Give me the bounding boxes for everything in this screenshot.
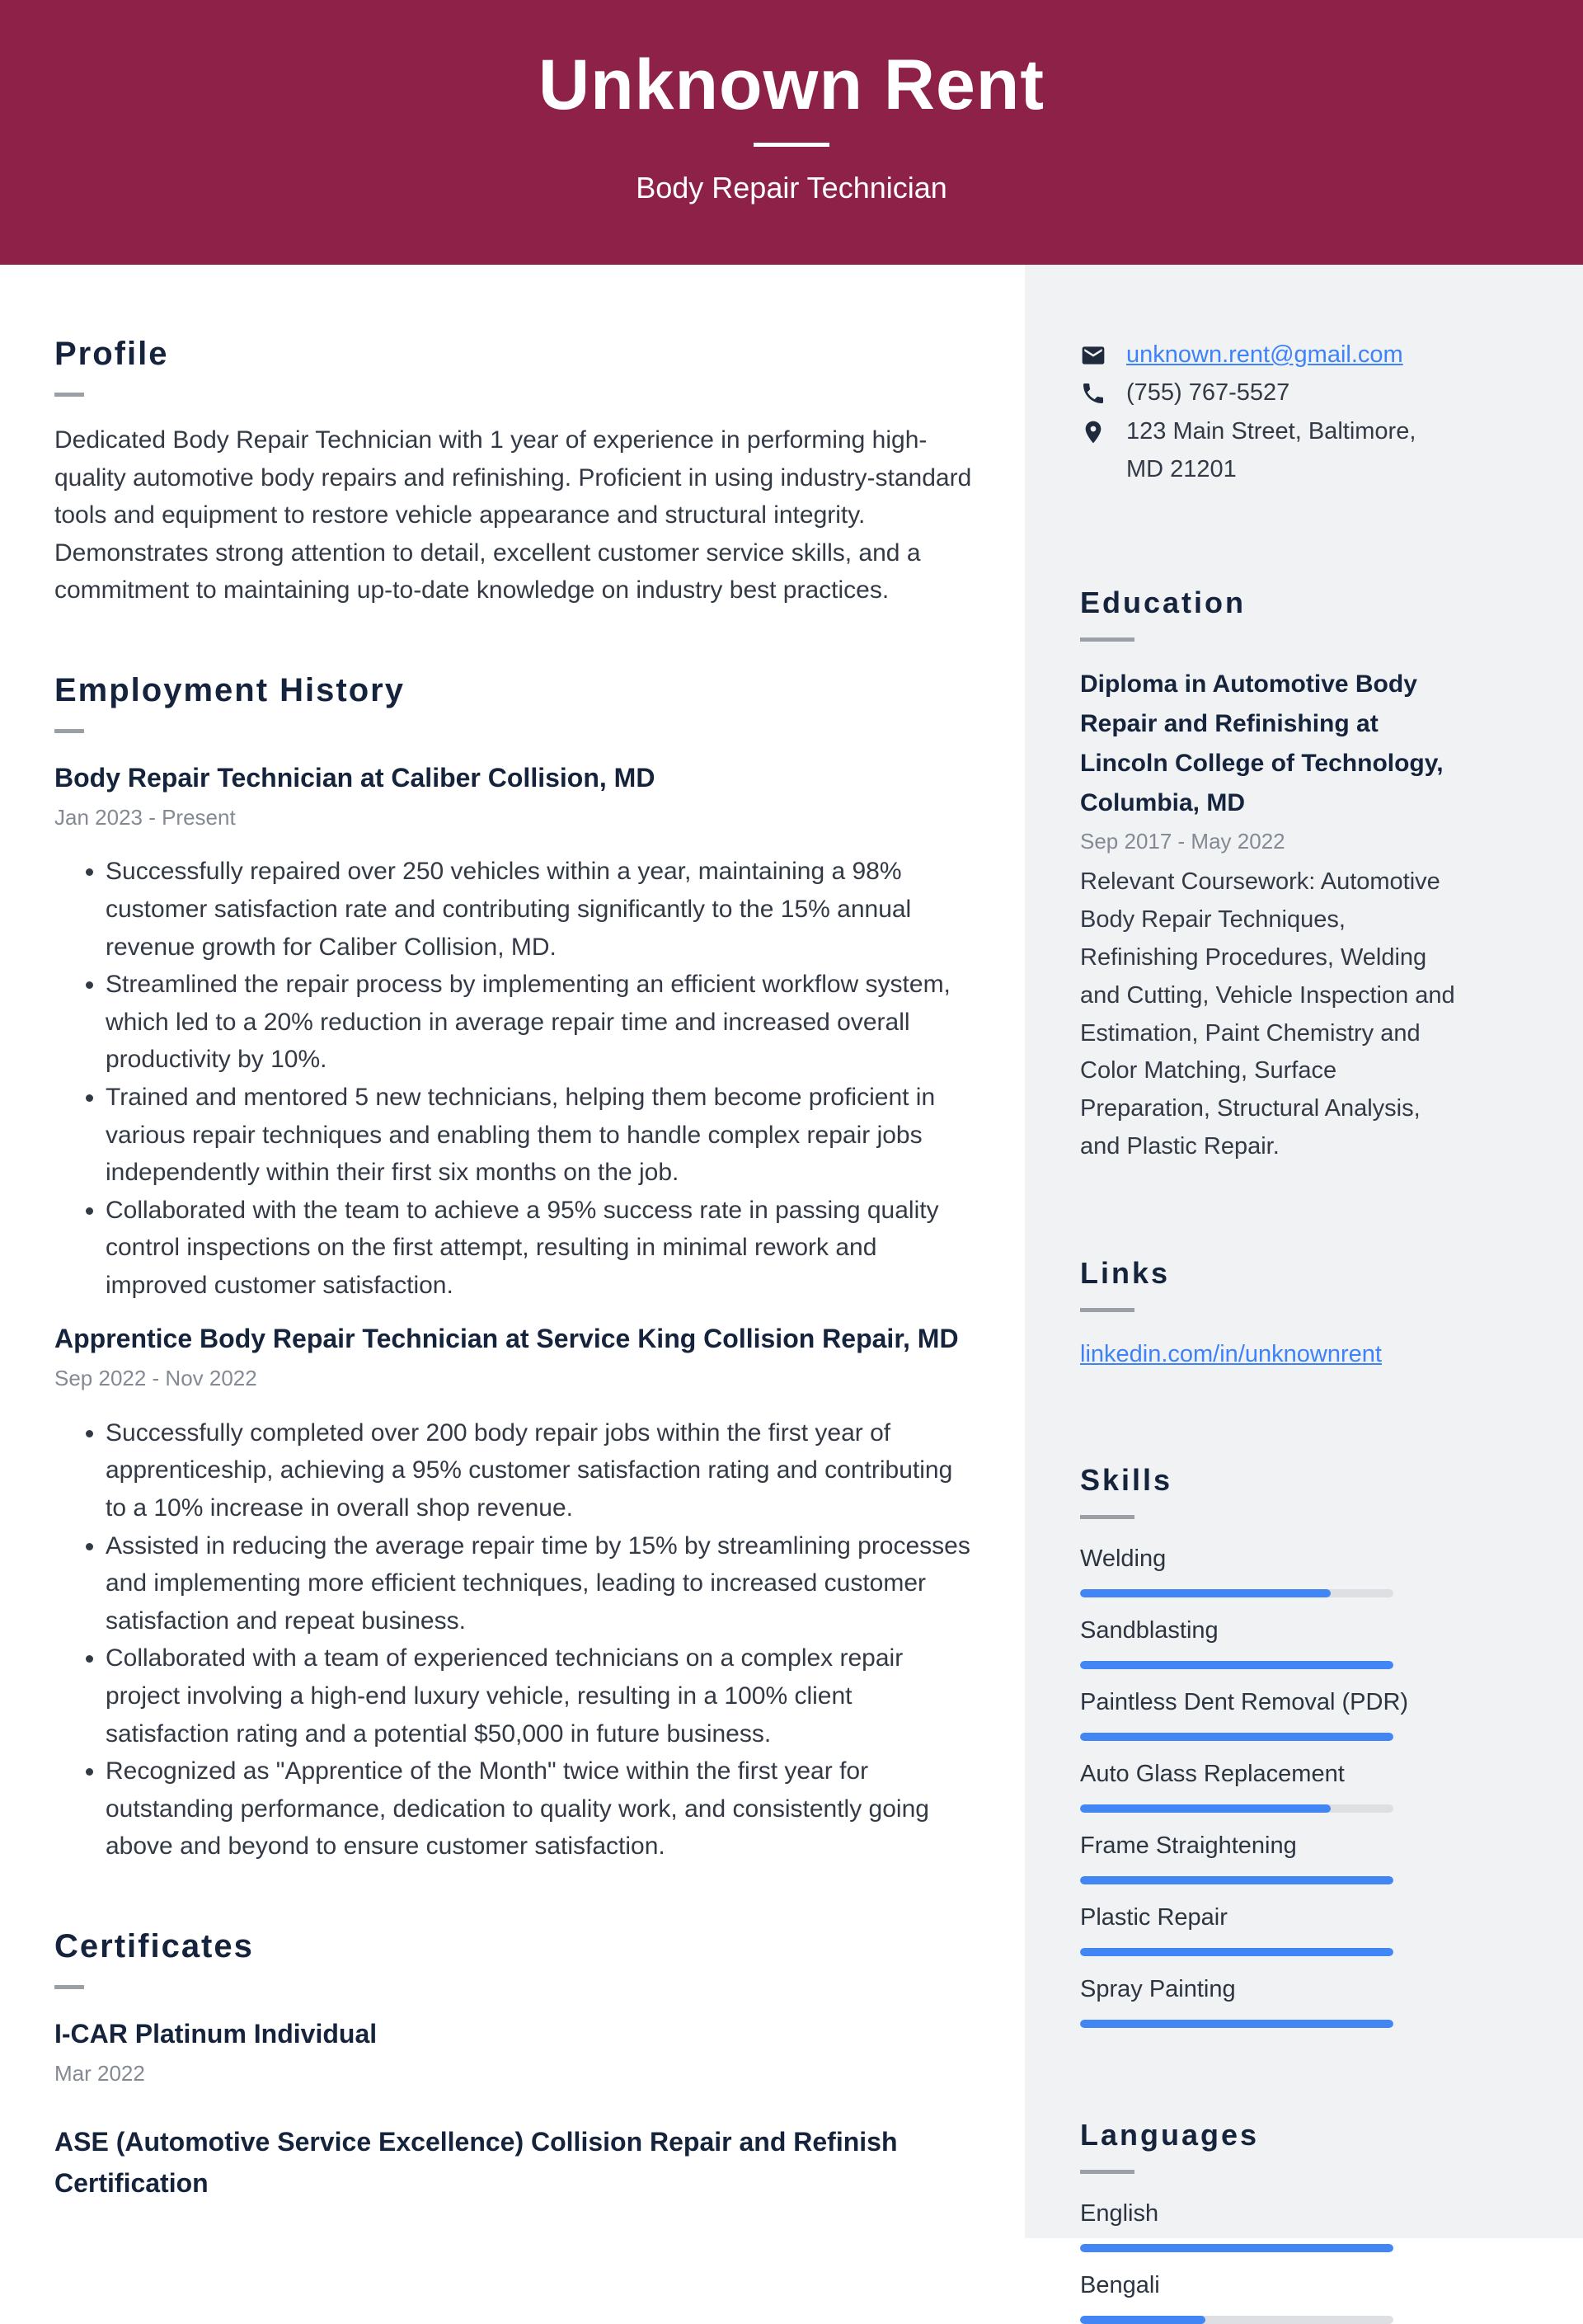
skill-name: Auto Glass Replacement: [1080, 1761, 1345, 1788]
sidebar-column: [1025, 265, 1583, 2299]
skill-level-fill: [1080, 1661, 1393, 1669]
profile-section: [54, 337, 978, 609]
language-name: Bengali: [1080, 2272, 1160, 2299]
section-divider: [1080, 637, 1134, 642]
job-bullet: • Successfully completed over 200 body repair jobs within the first year of apprenticeship, achieving a 95% customer satisfaction rating and contributing to a 10% increase in overall shop revenue.: [106, 1414, 978, 1527]
contact-address-row: [1080, 412, 1455, 489]
language-name: English: [1080, 2200, 1159, 2228]
resume-header: [0, 0, 1583, 265]
skill-item: [1080, 1829, 1455, 1884]
phone-icon: [1080, 380, 1106, 407]
skill-name: Paintless Dent Removal (PDR): [1080, 1689, 1409, 1716]
skill-level-bar: [1080, 1804, 1393, 1813]
education-heading: Education: [1080, 585, 1247, 619]
skills-section: [1080, 1465, 1455, 2028]
languages-section: [1080, 2120, 1455, 2324]
section-divider: [54, 1985, 84, 1989]
skill-name: Frame Straightening: [1080, 1832, 1297, 1860]
certificates-section: [54, 1930, 978, 2204]
email-link[interactable]: unknown.rent@gmail.com: [1126, 341, 1403, 368]
job-bullet: • Collaborated with a team of experienced technicians on a complex repair project involving a high-end luxury vehicle, resulting in a 100% client satisfaction rating and a potential $50,000 in future business.: [106, 1640, 978, 1752]
employment-heading: Employment History: [54, 671, 405, 708]
job-bullet-list: [54, 853, 978, 1304]
language-level-fill: [1080, 2244, 1393, 2252]
job-bullet: • Streamlined the repair process by implementing an efficient workflow system, which led to a 20% reduction in average repair time and increased overall productivity by 10%.: [106, 966, 978, 1079]
language-item: [1080, 2269, 1455, 2324]
education-degree: Diploma in Automotive Body Repair and Refinishing at Lincoln College of Technology, Columbia, MD: [1080, 670, 1444, 816]
certificate-entry: [54, 2122, 978, 2204]
skill-item: [1080, 1614, 1455, 1669]
skill-name: Sandblasting: [1080, 1617, 1219, 1644]
location-pin-icon: [1080, 419, 1106, 445]
linkedin-link[interactable]: linkedin.com/in/unknownrent: [1080, 1340, 1382, 1367]
skill-name: Spray Painting: [1080, 1976, 1236, 2003]
job-entry: [54, 1319, 978, 1865]
education-dates: Sep 2017 - May 2022: [1080, 828, 1285, 854]
section-divider: [1080, 1515, 1134, 1519]
section-divider: [1080, 2170, 1134, 2174]
certificates-heading: Certificates: [54, 1928, 254, 1964]
job-bullet-list: [54, 1414, 978, 1865]
job-bullet: • Trained and mentored 5 new technicians, helping them become proficient in various repair techniques and enabling them to handle complex repair jobs independently within their first six months on the job.: [106, 1079, 978, 1192]
address-text: 123 Main Street, Baltimore, MD 21201: [1126, 417, 1416, 483]
language-level-bar: [1080, 2316, 1393, 2324]
candidate-name: Unknown Rent: [538, 45, 1045, 125]
profile-heading: Profile: [54, 336, 169, 372]
education-section: [1080, 585, 1455, 1166]
skill-level-bar: [1080, 1876, 1393, 1884]
phone-number: (755) 767-5527: [1126, 379, 1290, 407]
job-title: Apprentice Body Repair Technician at Service King Collision Repair, MD: [54, 1324, 959, 1354]
contact-email-row: [1080, 336, 1455, 374]
certificate-entry: [54, 2014, 978, 2087]
skill-level-bar: [1080, 2020, 1393, 2028]
language-level-fill: [1080, 2316, 1205, 2324]
skill-name: Plastic Repair: [1080, 1904, 1228, 1931]
profile-text: Dedicated Body Repair Technician with 1 year of experience in performing high-quality automotive body repairs and refinishing. Proficient in using industry-standard tools and equipment to restore vehicle appearance and structural integrity. Demonstrates strong attention to detail, excellent customer service skills, and a commitment to maintaining up-to-date knowledge on industry best practices.: [54, 426, 972, 605]
job-dates: Jan 2023 - Present: [54, 804, 236, 830]
skill-level-bar: [1080, 1733, 1393, 1741]
job-bullet: • Assisted in reducing the average repair time by 15% by streamlining processes and implementing more efficient techniques, leading to increased customer satisfaction and repeat business.: [106, 1527, 978, 1640]
certificate-date: Mar 2022: [54, 2060, 145, 2086]
education-description: Relevant Coursework: Automotive Body Repair Techniques, Refinishing Procedures, Welding and Cutting, Vehicle Inspection and Estimation, Paint Chemistry and Color Matching, Surface Preparation, Structural Analysis, and Plastic Repair.: [1080, 868, 1455, 1160]
section-divider: [1080, 1308, 1134, 1312]
employment-section: [54, 671, 978, 1865]
section-divider: [54, 393, 84, 397]
links-heading: Links: [1080, 1255, 1171, 1290]
job-entry: [54, 758, 978, 1305]
skill-level-fill: [1080, 1876, 1393, 1884]
skill-level-fill: [1080, 1733, 1393, 1741]
languages-heading: Languages: [1080, 2118, 1260, 2152]
main-column: [0, 265, 1025, 2238]
content-columns: [0, 265, 1583, 2299]
skill-item: [1080, 1901, 1455, 1956]
skill-level-bar: [1080, 1948, 1393, 1956]
links-section: [1080, 1255, 1455, 1373]
email-icon: [1080, 342, 1106, 369]
skills-heading: Skills: [1080, 1463, 1173, 1498]
skill-level-fill: [1080, 1589, 1331, 1597]
section-divider: [54, 729, 84, 733]
skill-level-fill: [1080, 1804, 1331, 1813]
skill-item: [1080, 1973, 1455, 2028]
certificate-title: I-CAR Platinum Individual: [54, 2019, 378, 2049]
skill-name: Welding: [1080, 1545, 1167, 1573]
language-item: [1080, 2197, 1455, 2252]
job-bullet: • Collaborated with the team to achieve a 95% success rate in passing quality control inspections on the first attempt, resulting in minimal rework and improved customer satisfaction.: [106, 1192, 978, 1305]
job-bullet: • Successfully repaired over 250 vehicles within a year, maintaining a 98% customer satisfaction rate and contributing significantly to the 15% annual revenue growth for Caliber Collision, MD.: [106, 853, 978, 966]
header-divider: [754, 143, 829, 147]
job-dates: Sep 2022 - Nov 2022: [54, 1366, 257, 1391]
contact-block: [1080, 336, 1455, 489]
language-level-bar: [1080, 2244, 1393, 2252]
skill-level-bar: [1080, 1661, 1393, 1669]
skill-level-bar: [1080, 1589, 1393, 1597]
contact-phone-row: [1080, 374, 1455, 412]
job-bullet: • Recognized as "Apprentice of the Month" twice within the first year for outstanding performance, dedication to quality work, and consistently going above and beyond to ensure customer satisfaction.: [106, 1752, 978, 1865]
skill-level-fill: [1080, 2020, 1393, 2028]
candidate-job-title: Body Repair Technician: [636, 171, 947, 205]
skill-item: [1080, 1542, 1455, 1597]
skill-item: [1080, 1757, 1455, 1813]
skill-level-fill: [1080, 1948, 1393, 1956]
skill-item: [1080, 1686, 1455, 1741]
certificate-title: ASE (Automotive Service Excellence) Collision Repair and Refinish Certification: [54, 2127, 898, 2198]
job-title: Body Repair Technician at Caliber Collision, MD: [54, 762, 655, 793]
